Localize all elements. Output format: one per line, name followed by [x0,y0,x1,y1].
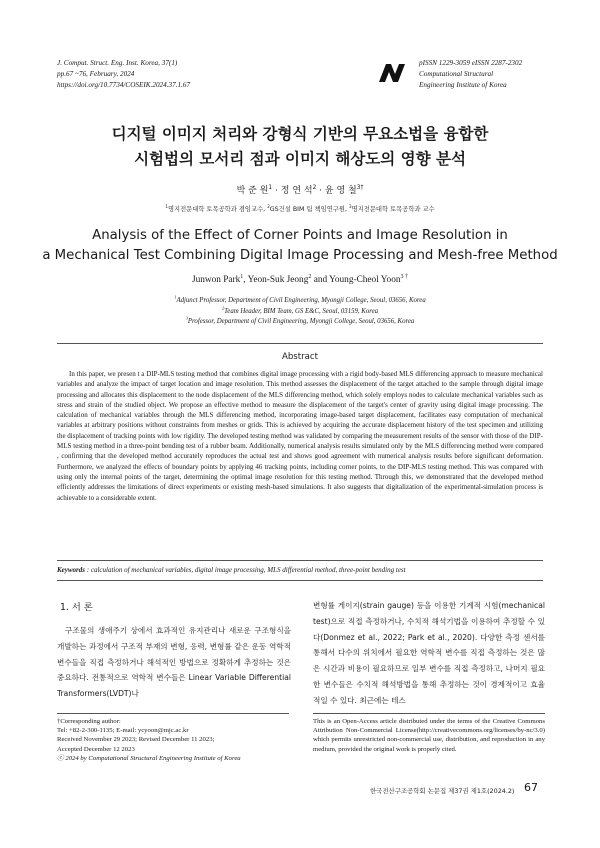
page-number: 67 [524,781,538,794]
author-sup: 3† [356,185,364,191]
author-separator: · [275,186,278,196]
abstract-heading: Abstract [281,352,319,362]
affil-sup: 1 [165,203,168,209]
author-name: Junwon Park [191,275,241,285]
publisher-line: Engineering Institute of Korea [419,81,507,89]
doi-link[interactable]: https://doi.org/10.7734/COSEIK.2024.37.1.67 [57,81,191,89]
citation-line: J. Comput. Struct. Eng. Inst. Korea, 37(1) [57,59,178,67]
author-sup: 2 [312,185,317,191]
title-line: a Mechanical Test Combining Digital Image Processing and Mesh-free Method [42,248,558,263]
issn-line: pISSN 1229-3059 eISSN 2287-2302 [419,59,523,67]
author-sup: 1 [268,185,273,191]
contact-info: Tel: +82-2-300-1135; E-mail: ycyoon@mjc.ac.kr [57,727,189,735]
divider [57,560,543,561]
title-line: 디지털 이미지 처리와 강형식 기반의 무요소법을 융합한 [111,125,489,143]
keywords-separator: : [85,566,91,574]
affil-text: Professor, Department of Civil Engineering, Myongji College, Seoul, 03656, Korea [187,318,415,325]
body-column-right: 변형률 게이지(strain gauge) 등을 이용한 기계적 시험(mechanical test)으로 직접 측정하거나, 수치적 해석기법을 이용하여 추정할 수 있다(Donmez et al., 2022; Park et al., 2020). 다양한 측정 센서를 통해서 다수의 위치에서 필요한 역학적 변수를 직접 측정하는 것은 많은 시간과 비용이 필요하므로 일부 변수를 직접 측정하고, 나머지 필요한 변수들은 수치적 해석방법을 통해 추정하는 것이 경제적이고 효율적일 수 있다. 최근에는 테스 [313,601,545,705]
affil-line [0,317,600,328]
affil-text: 명지전문대학 토목공학과 겸임교수, [167,206,268,213]
journal-logo-icon [377,62,407,84]
license-note: This is an Open-Access article distributed under the terms of the Creative Commons Attribution Non-Commercial License(http://creativecommons.org/licenses/by-nc/3.0) which permits unrestricted non-commercial use, distribution, and reproduction in any medium, provided the original work is properly cited. [313,718,545,753]
divider [57,580,543,581]
english-title [0,226,600,266]
divider [57,343,543,344]
title-line: Analysis of the Effect of Corner Points and Image Resolution in [92,228,508,243]
author-name: 윤 영 철 [324,186,357,196]
abstract-text: In this paper, we presen t a DIP-MLS testing method that combines digital image processing with a rigid body-based MLS differencing approach to measure mechanical variables and analyze the impact of target location and image resolution. This method assesses the displacement of the target attached to the sample through digital image processing and allocates this displacement to the node displacement of the MLS differencing method, which solely employs nodes to calculate mechanical variables such as stress and strain of the studied object. We propose an effective method to measure the displacement of the target's center of gravity using digital image processing. The calculation of mechanical variables through the MLS differencing method, incorporating image-based target displacement, facilitates easy computation of mechanical variables at arbitrary positions without constraints from meshes or grids. This is achieved by acquiring the accurate displacement history of the test specimen and utilizing the displacement of tracking points with low rigidity. The developed testing method was validated by comparing the measurement results of the sensor with those of the DIP-MLS testing method in a three-point bending test of a rubber beam. Additionally, numerical analysis results simulated only by the MLS differencing method were compared , confirming that the developed method accurately reproduces the actual test and shows good agreement with numerical analysis results before significant deformation. Furthermore, we analyzed the effects of boundary points by applying 46 tracking points, including corner points, to the DIP-MLS testing method. This was compared with using only the internal points of the target, determining the optimal image resolution for this testing method. Through this, we demonstrated that the developed method efficiently addresses the limitations of direct experiments or existing mesh-based simulations. It also suggests that digitalization of the experimental-simulation process is achievable to a considerable extent. [57,370,544,502]
affil-line [0,307,600,318]
footnote-left [57,717,297,763]
author-sup: 2 [308,273,312,280]
affil-sup: 3 [185,315,188,321]
affil-text: 명지전문대학 토목공학과 교수 [351,206,435,213]
issn-info [419,58,522,91]
affil-text: Team Header, BIM Team, GS E&C, Seoul, 03159, Korea [224,307,379,315]
publisher-line: Computational Structural [419,70,494,78]
author-name: , Yeon-Suk Jeong [243,275,309,285]
affil-sup: 3 [348,203,352,209]
author-name: 박 준 원 [236,186,269,196]
author-separator: · [319,186,323,196]
footnote-divider [57,713,289,714]
section-heading: 1. 서 론 [60,602,93,613]
keywords [57,566,547,574]
author-name: and Young-Cheol Yoon [311,275,401,285]
english-authors [0,275,600,285]
journal-citation [57,58,190,91]
affil-text: GS건설 BIM 팀 책임연구원, [269,206,349,213]
affil-sup: 2 [267,203,270,209]
footer-journal: 한국전산구조공학회 논문집 제37권 제1호(2024.2) [370,787,515,795]
affil-sup: 1 [174,294,177,300]
received-date: Received November 29 2023; Revised December 11 2023; [57,736,215,744]
author-name: 정 연 석 [280,186,313,196]
korean-affiliations [0,204,600,213]
copyright: ⓒ 2024 by Computational Structural Engineering Institute of Korea [57,754,241,762]
corresponding-author: †Corresponding author: [57,718,121,725]
affil-text: Adjunct Professor, Department of Civil Engineering, Myongji College, Seoul, 03656, Korea [176,297,426,304]
korean-title [0,122,600,172]
keywords-text: calculation of mechanical variables, digital image processing, MLS differential method, three-point bending test [90,566,406,574]
korean-authors [0,183,600,196]
author-sup: 1 [240,273,244,280]
affil-line [0,296,600,307]
accepted-date: Accepted December 12 2023 [57,745,135,753]
affil-sup: 2 [221,305,225,311]
citation-line: pp.67 ~76, February, 2024 [57,70,135,78]
footnote-divider [313,713,545,714]
english-affiliations [0,296,600,328]
body-column-left: 구조물의 생애주기 상에서 효과적인 유지관리나 새로운 구조형식을 개발하는 과정에서 구조적 부재의 변형, 응력, 변형률 같은 운동 역학적 변수들을 직접 측정하거나 해석적인 방법으로 정확하게 추정하는 것은 중요하다. 전통적으로 역학적 변수들은 Linear Variable Differential Transformers(LVDT)나 [57,626,291,699]
title-line: 시험법의 모서리 점과 이미지 해상도의 영향 분석 [134,150,466,168]
keywords-label: Keywords [57,566,85,574]
author-sup: 3 † [400,273,409,280]
